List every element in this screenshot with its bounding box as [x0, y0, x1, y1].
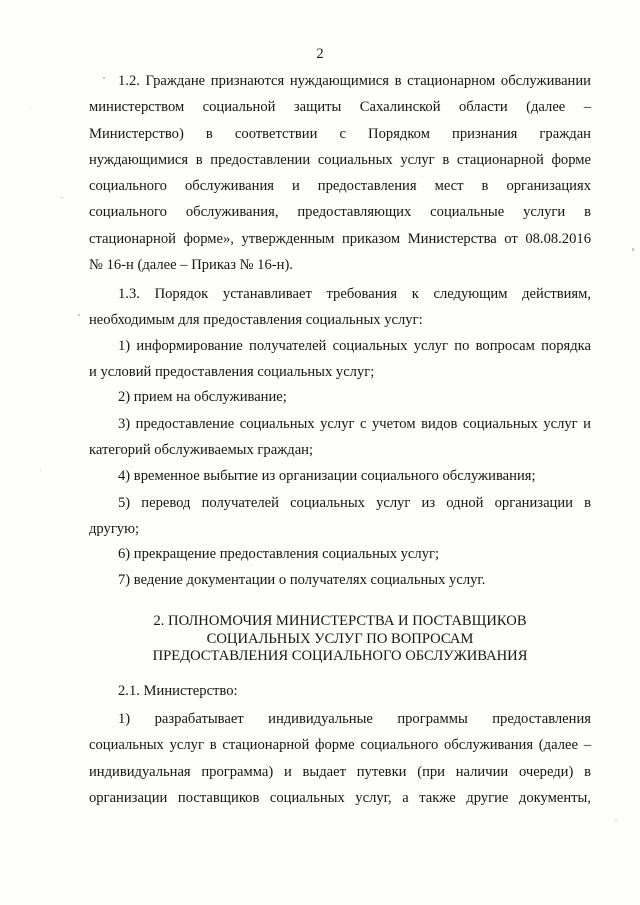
text-line: 3) предоставление социальных услуг с учетом видов социальных услуг и	[118, 416, 591, 432]
text-line: организации поставщиков социальных услуг, а также другие документы,	[89, 789, 591, 806]
text-line: 2) прием на обслуживание;	[118, 389, 287, 405]
text-line: 1.3. Порядок устанавливает требования к следующим действиям,	[118, 286, 591, 302]
paragraph-2-1	[89, 678, 591, 704]
scan-speck	[40, 470, 41, 471]
heading-line: СОЦИАЛЬНЫХ УСЛУГ ПО ВОПРОСАМ	[206, 630, 474, 647]
text-line: 1) информирование получателей социальных услуг по вопросам порядка	[118, 338, 591, 354]
scan-speck	[615, 820, 617, 821]
paragraph-1-3	[89, 281, 591, 334]
text-line: нуждающимися в предоставлении социальных услуг в стационарной форме	[89, 151, 591, 168]
text-line: другую;	[89, 521, 140, 538]
heading-line: 2. ПОЛНОМОЧИЯ МИНИСТЕРСТВА И ПОСТАВЩИКОВ	[153, 613, 527, 629]
text-line: категорий обслуживаемых граждан;	[89, 442, 314, 459]
scan-speck	[61, 197, 63, 198]
list-item	[89, 463, 591, 489]
text-line: 5) перевод получателей социальных услуг из одной организации в	[118, 495, 591, 511]
paragraph-1-2	[89, 68, 591, 278]
text-line: социального обслуживания, предоставляющих социальные услуги в	[89, 204, 591, 221]
text-line: № 16-н (далее – Приказ № 16-н).	[89, 257, 293, 274]
list-item	[89, 541, 591, 567]
text-line: Министерство) в соответствии с Порядком признания граждан	[89, 125, 591, 142]
text-line: 1) разрабатывает индивидуальные программы предоставления	[118, 711, 591, 727]
text-line: 7) ведение документации о получателях социальных услуг.	[118, 572, 486, 588]
paragraph-2-1-item-1	[89, 706, 591, 811]
text-line: министерством социальной защиты Сахалинской области (далее –	[89, 99, 591, 116]
text-line: стационарной форме», утвержденным приказом Министерства от 08.08.2016	[89, 230, 591, 247]
text-line: 6) прекращение предоставления социальных услуг;	[118, 546, 440, 562]
scan-speck	[30, 107, 31, 108]
scan-speck	[78, 314, 80, 316]
list-item	[89, 411, 591, 464]
page-number: 2	[316, 46, 324, 62]
list-item	[89, 567, 591, 593]
list-item	[89, 384, 591, 410]
text-line: 1.2. Граждане признаются нуждающимися в стационарном обслуживании	[118, 73, 591, 89]
text-line: 2.1. Министерство:	[118, 683, 238, 699]
text-line: необходимым для предоставления социальных услуг:	[89, 312, 423, 329]
text-line: 4) временное выбытие из организации социального обслуживания;	[118, 468, 536, 484]
text-line: и условий предоставления социальных услуг;	[89, 364, 375, 381]
heading-line: ПРЕДОСТАВЛЕНИЯ СОЦИАЛЬНОГО ОБСЛУЖИВАНИЯ	[152, 648, 528, 665]
scan-speck	[103, 77, 105, 79]
list-item	[89, 333, 591, 386]
scan-speck	[632, 248, 634, 251]
text-line: социального обслуживания и предоставления мест в организациях	[89, 178, 591, 195]
text-line: индивидуальная программа) и выдает путевки (при наличии очереди) в	[89, 763, 591, 780]
text-line: социальных услуг в стационарной форме социального обслуживания (далее –	[89, 737, 591, 754]
list-item	[89, 490, 591, 543]
section-heading	[100, 613, 580, 666]
